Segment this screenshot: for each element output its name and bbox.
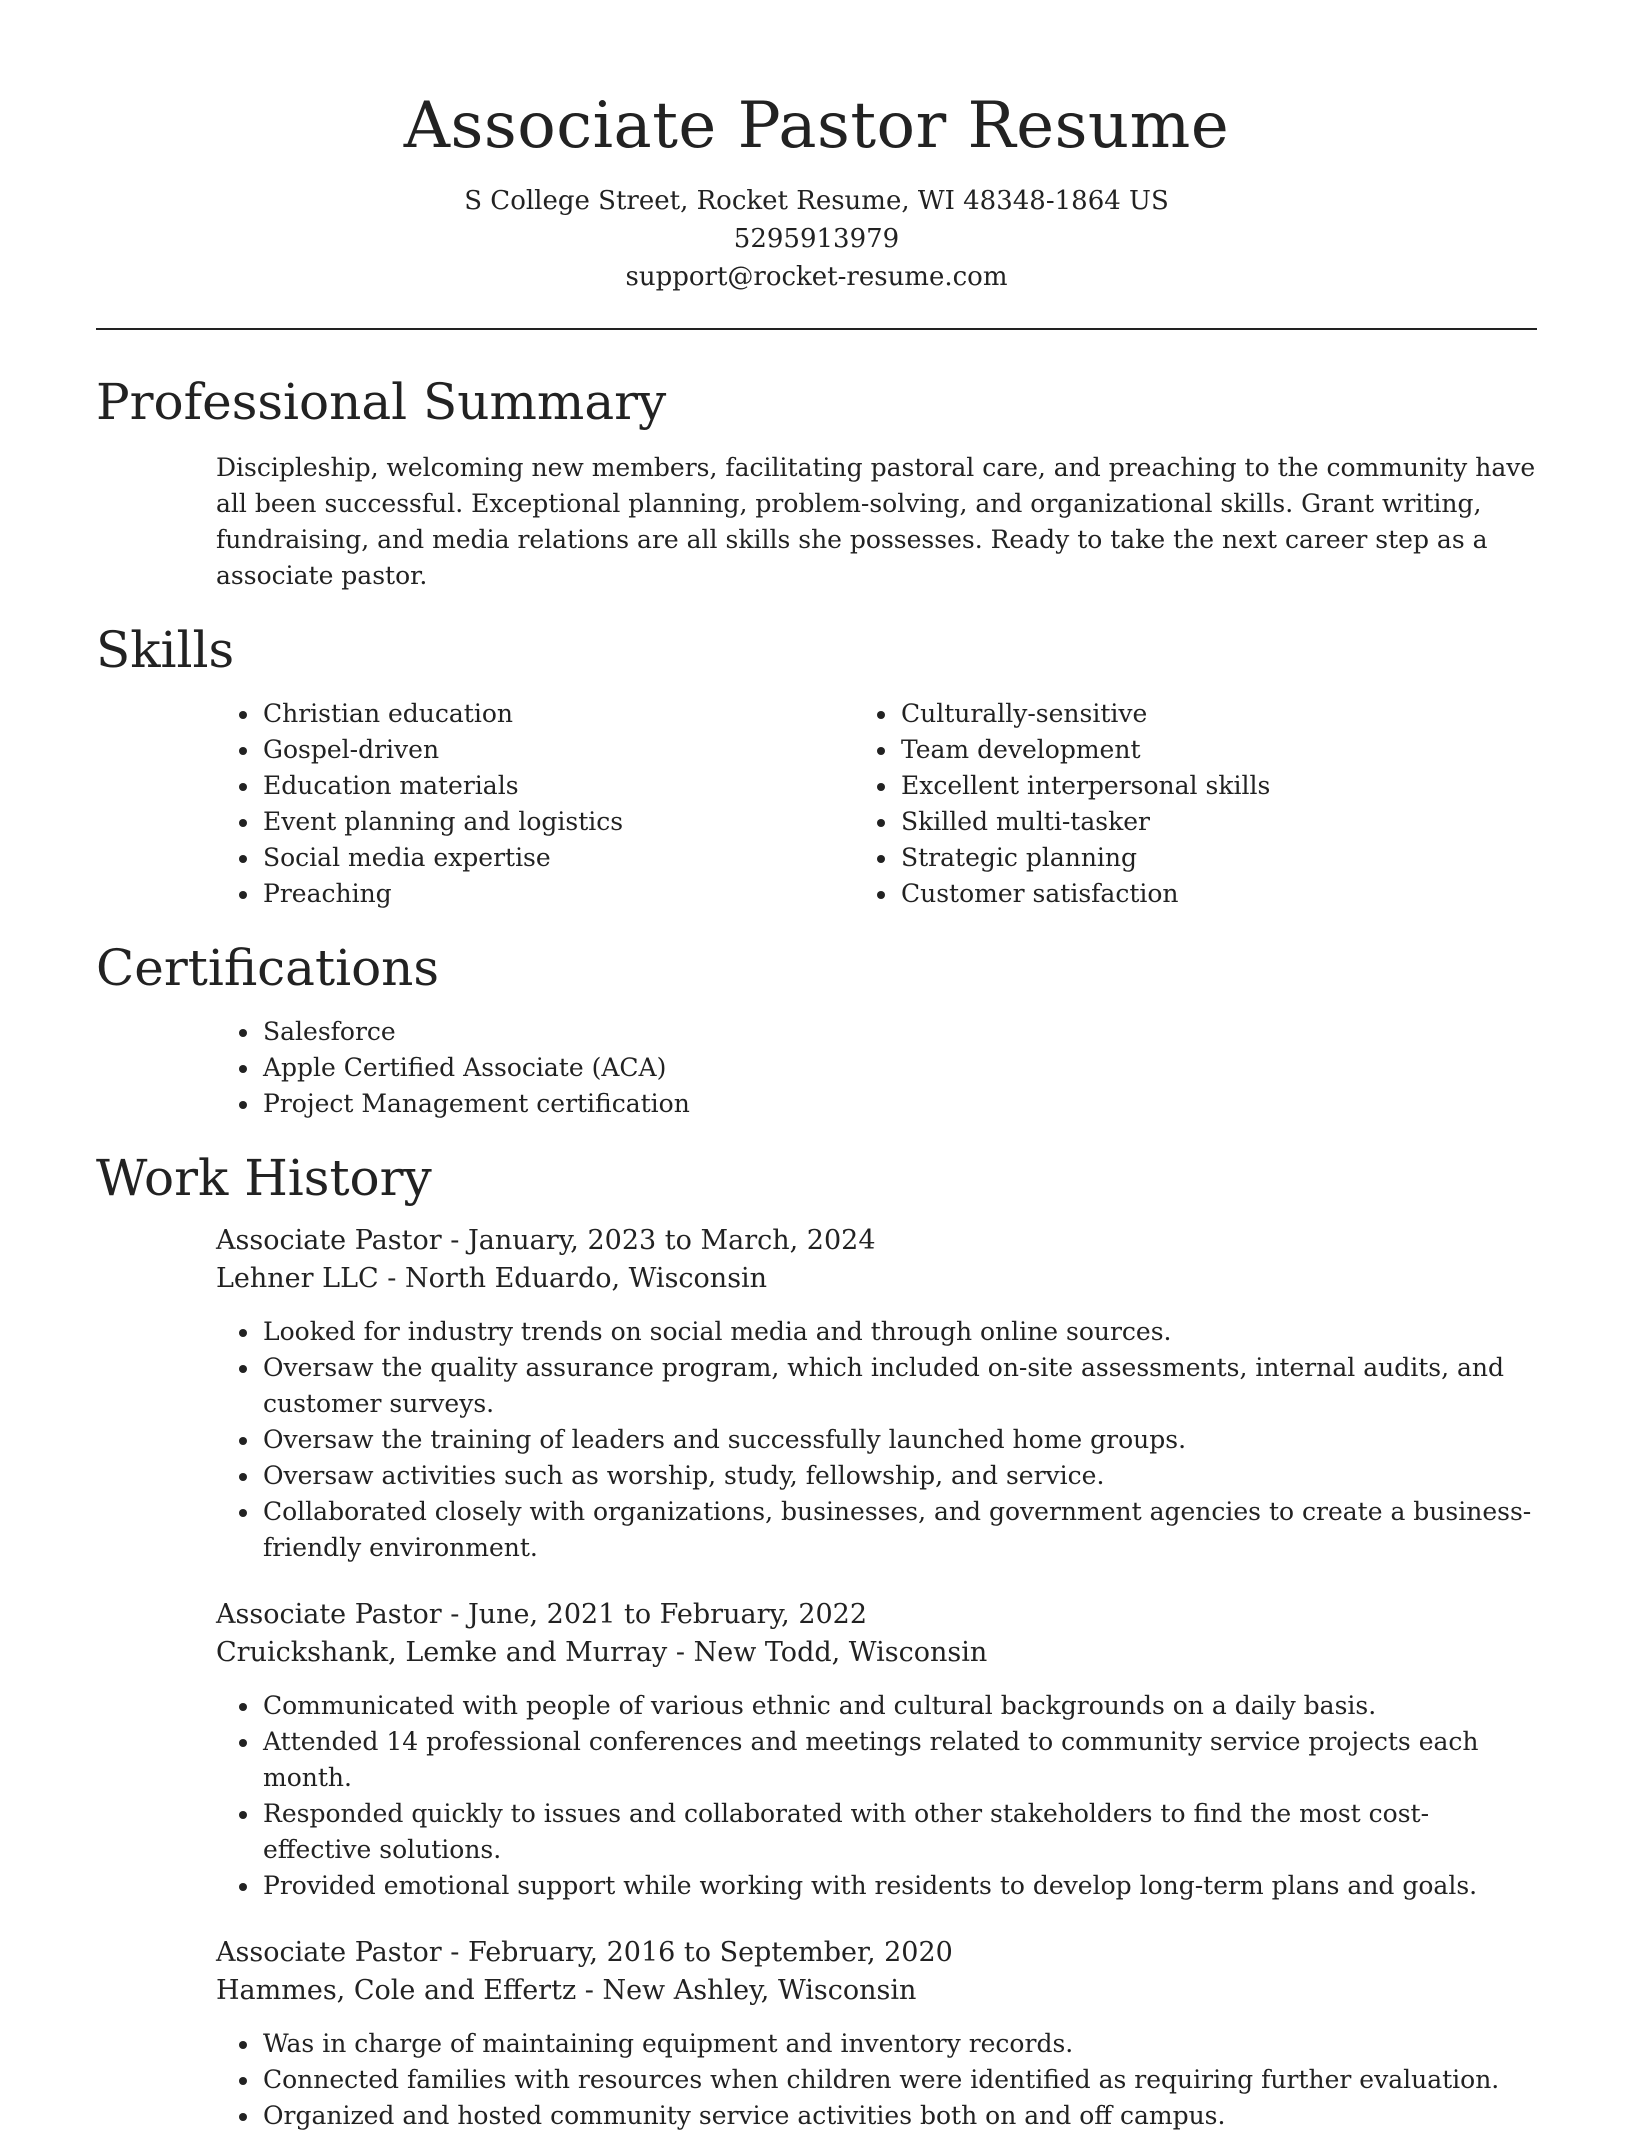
job-title-line: Associate Pastor - June, 2021 to February, 2022 — [216, 1599, 868, 1630]
skill-item: • Customer satisfaction — [899, 876, 1537, 912]
skill-item: • Skilled multi-tasker — [899, 804, 1537, 840]
job-duty: • Connected families with resources when children were identified as requiring further evaluation. — [261, 2062, 1537, 2098]
contact-phone: 5295913979 — [733, 224, 900, 254]
job-duty: • Responded quickly to issues and collaborated with other stakeholders to find the most cost-effective solutions. — [261, 1796, 1537, 1868]
job-duty: • Oversaw activities such as worship, study, fellowship, and service. — [261, 1458, 1537, 1494]
job-duties-list — [261, 1314, 1537, 1566]
summary-heading: Professional Summary — [96, 373, 667, 431]
resume-title: Associate Pastor Resume — [403, 89, 1230, 163]
contact-block — [96, 182, 1537, 296]
skill-item: • Culturally-sensitive — [899, 696, 1537, 732]
summary-text: Discipleship, welcoming new members, facilitating pastoral care, and preaching to the community have all been successful. Exceptional planning, problem-solving, and organizational skills. Grant writing, fundraising, and media relations are all skills she possesses. Ready to take the next career step as a associate pastor. — [216, 453, 1536, 590]
skill-item: • Event planning and logistics — [261, 804, 899, 840]
job-duty: • Was in charge of maintaining equipment and inventory records. — [261, 2026, 1537, 2062]
work-history-heading: Work History — [96, 1149, 432, 1207]
skill-item: • Gospel-driven — [261, 732, 899, 768]
certifications-heading: Certifications — [96, 939, 440, 997]
work-history-section — [96, 1148, 1537, 2134]
skill-item: • Social media expertise — [261, 840, 899, 876]
job-duties-list — [261, 1688, 1537, 1904]
job-company-line: Cruickshank, Lemke and Murray - New Todd, Wisconsin — [216, 1637, 988, 1668]
job-duties-list — [261, 2026, 1537, 2134]
skills-columns — [96, 696, 1537, 912]
header-divider — [96, 328, 1537, 330]
contact-address: S College Street, Rocket Resume, WI 48348-1864 US — [464, 186, 1169, 216]
job-title-line: Associate Pastor - January, 2023 to March, 2024 — [216, 1225, 876, 1256]
skill-item: • Education materials — [261, 768, 899, 804]
job-duty: • Attended 14 professional conferences and meetings related to community service projects each month. — [261, 1724, 1537, 1796]
skill-item: • Preaching — [261, 876, 899, 912]
job-duty: • Organized and hosted community service activities both on and off campus. — [261, 2098, 1537, 2134]
job-title-line: Associate Pastor - February, 2016 to September, 2020 — [216, 1937, 953, 1968]
skills-section — [96, 620, 1537, 912]
skill-item: • Strategic planning — [899, 840, 1537, 876]
job-company-line: Hammes, Cole and Effertz - New Ashley, Wisconsin — [216, 1975, 917, 2006]
skill-item: • Team development — [899, 732, 1537, 768]
skill-item: • Excellent interpersonal skills — [899, 768, 1537, 804]
resume-page — [96, 0, 1537, 2130]
job-duty: • Oversaw the training of leaders and successfully launched home groups. — [261, 1422, 1537, 1458]
job-duty: • Collaborated closely with organizations, businesses, and government agencies to create a business-friendly environment. — [261, 1494, 1537, 1566]
certification-item: • Salesforce — [261, 1014, 1537, 1050]
job-entry — [216, 1934, 1537, 2134]
job-duty: • Communicated with people of various ethnic and cultural backgrounds on a daily basis. — [261, 1688, 1537, 1724]
certifications-list — [261, 1014, 1537, 1122]
skills-heading: Skills — [96, 621, 235, 679]
summary-section — [96, 372, 1537, 594]
contact-email: support@rocket-resume.com — [625, 262, 1008, 292]
certification-item: • Apple Certified Associate (ACA) — [261, 1050, 1537, 1086]
skills-list-col1 — [261, 696, 899, 912]
certifications-section — [96, 938, 1537, 1122]
job-duty: • Looked for industry trends on social media and through online sources. — [261, 1314, 1537, 1350]
skills-list-col2 — [899, 696, 1537, 912]
job-duty: • Provided emotional support while working with residents to develop long-term plans and goals. — [261, 1868, 1537, 1904]
job-company-line: Lehner LLC - North Eduardo, Wisconsin — [216, 1263, 768, 1294]
job-entry — [216, 1222, 1537, 1566]
certification-item: • Project Management certification — [261, 1086, 1537, 1122]
skill-item: • Christian education — [261, 696, 899, 732]
job-duty: • Oversaw the quality assurance program, which included on-site assessments, internal audits, and customer surveys. — [261, 1350, 1537, 1422]
job-entry — [216, 1596, 1537, 1904]
